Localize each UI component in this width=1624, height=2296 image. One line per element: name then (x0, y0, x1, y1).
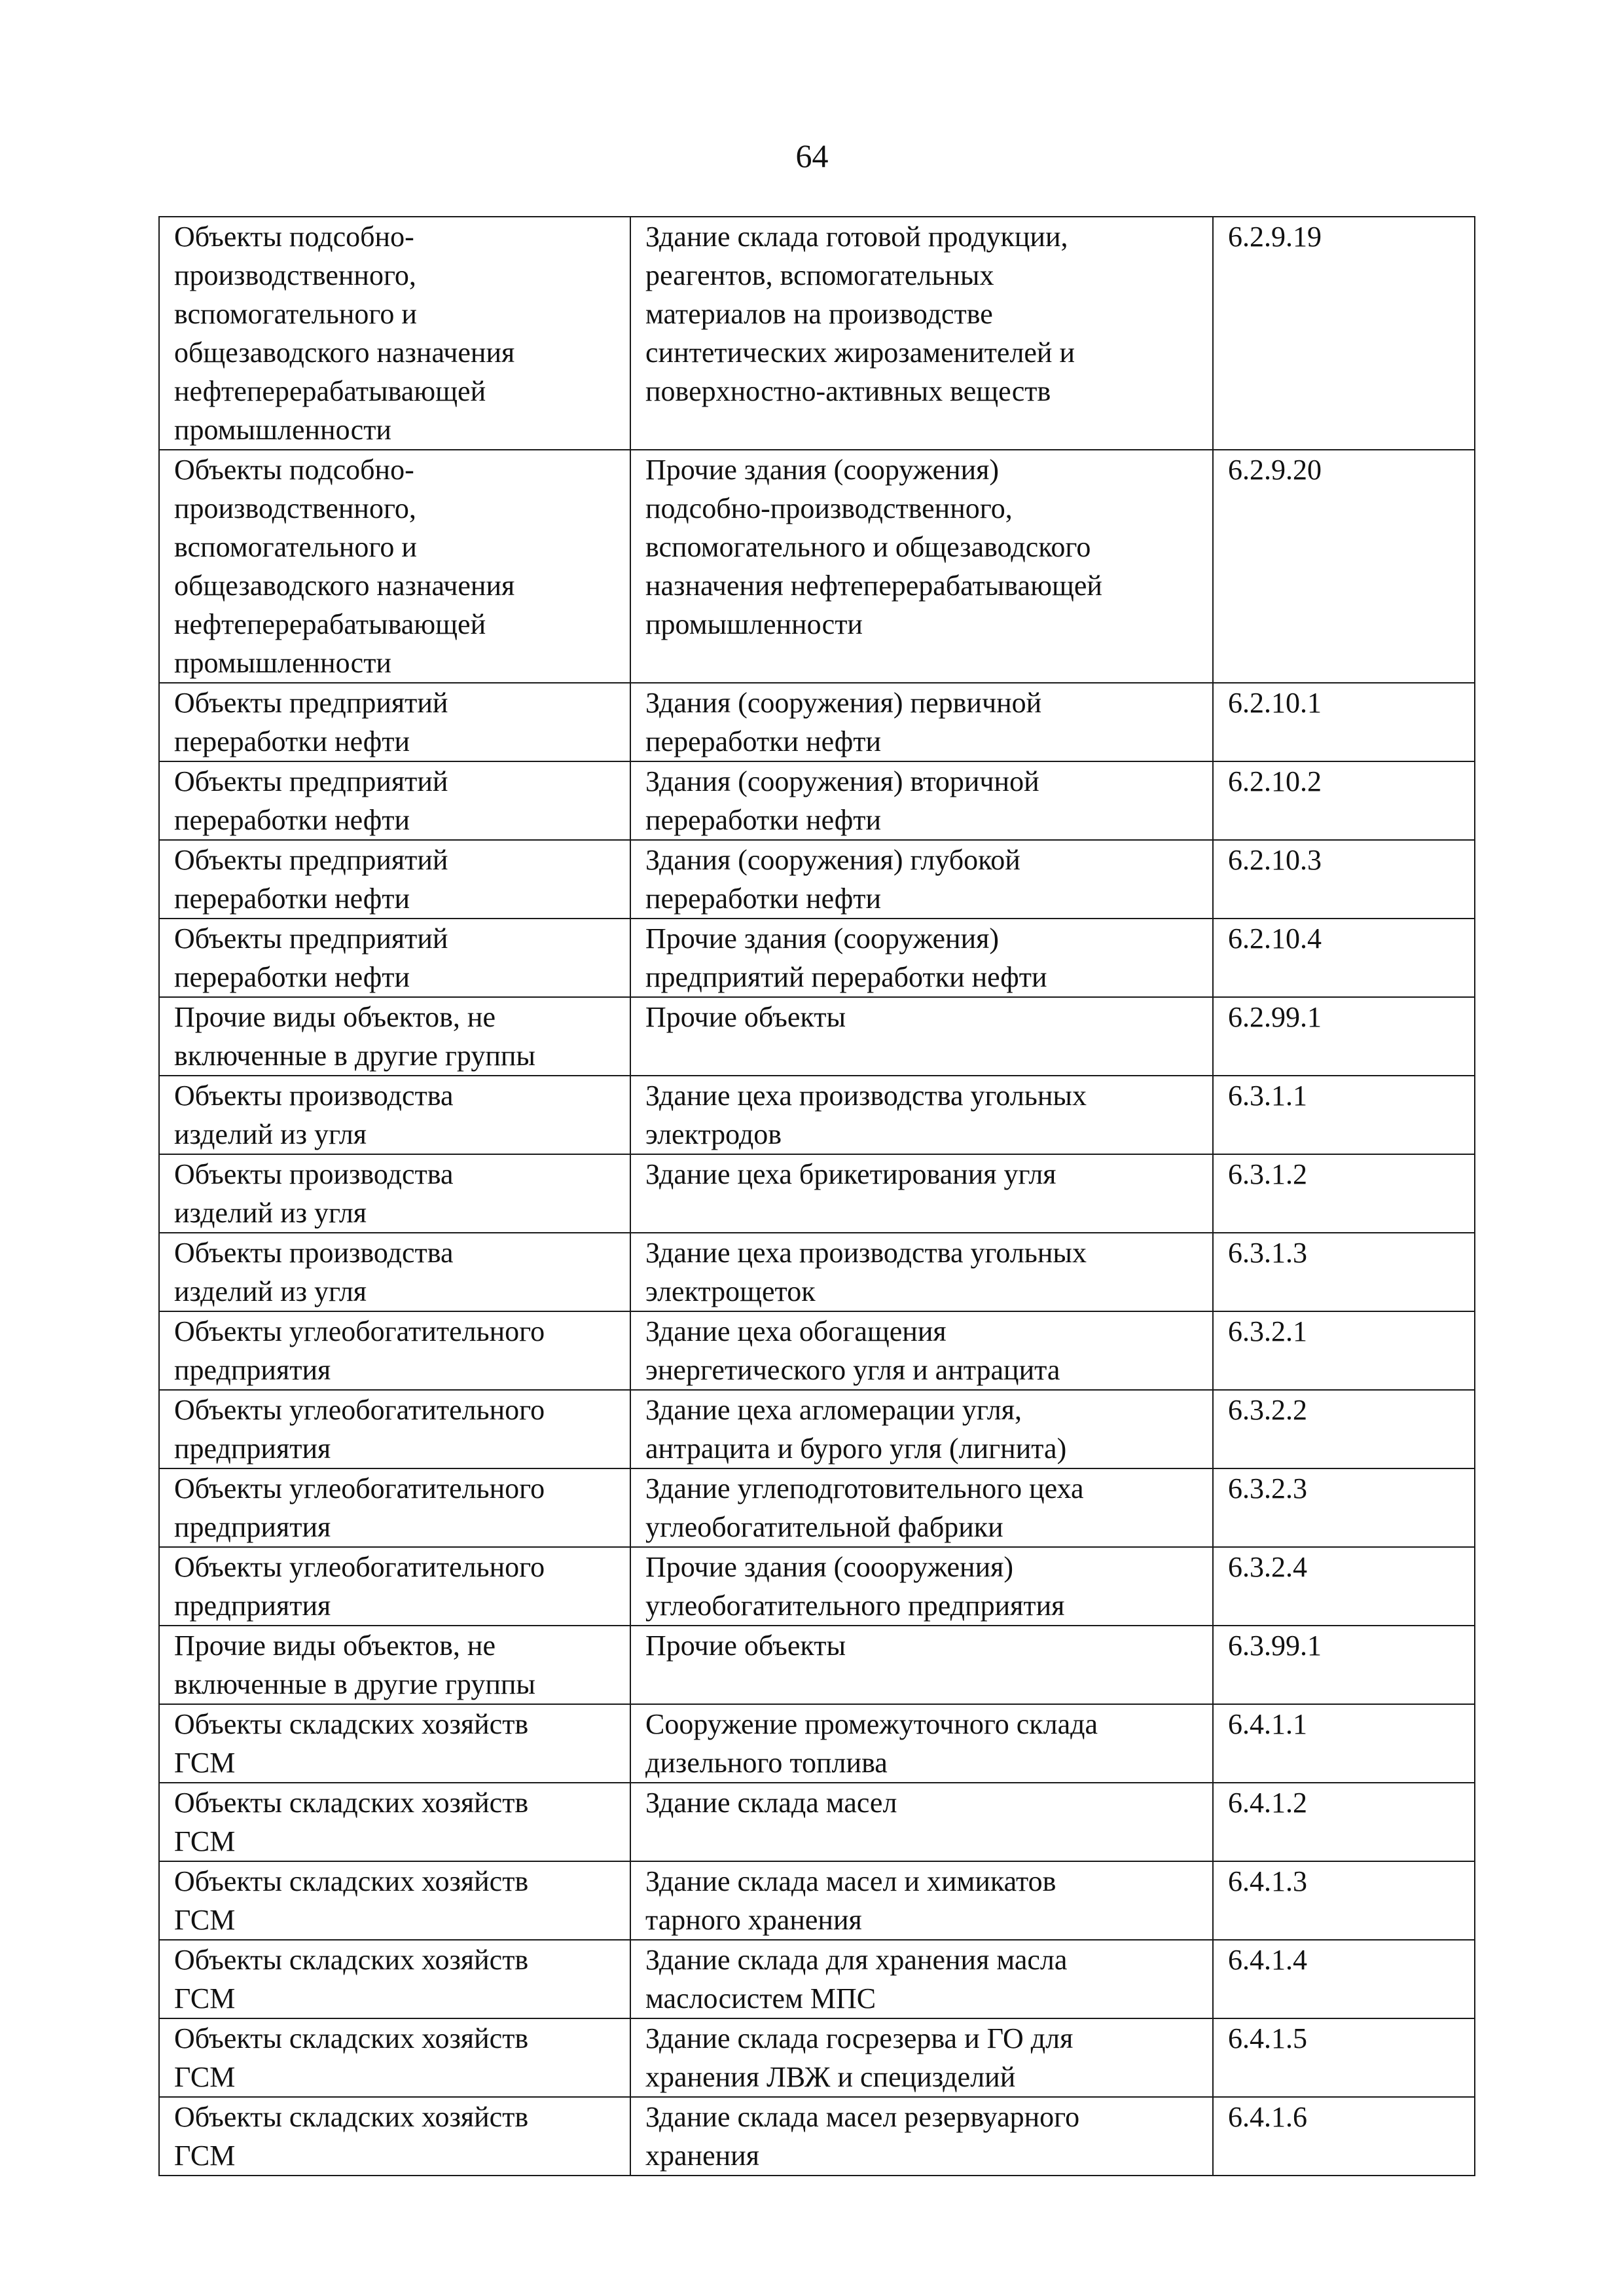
object-group-cell: Объекты предприятий переработки нефти (159, 840, 630, 919)
object-group-cell: Объекты складских хозяйств ГСМ (159, 1940, 630, 2018)
code-cell: 6.4.1.3 (1213, 1861, 1475, 1940)
table-row (159, 2018, 1475, 2097)
object-name-cell: Здание цеха обогащения энергетического угля и антрацита (630, 1311, 1213, 1390)
object-group-cell: Объекты предприятий переработки нефти (159, 761, 630, 840)
object-group-cell: Объекты предприятий переработки нефти (159, 683, 630, 761)
object-name-cell: Здание склада масел резервуарного хранения (630, 2097, 1213, 2176)
object-group-cell: Объекты складских хозяйств ГСМ (159, 1861, 630, 1940)
object-name-cell: Здания (сооружения) глубокой переработки нефти (630, 840, 1213, 919)
code-cell: 6.2.9.20 (1213, 450, 1475, 683)
object-name-cell: Здание склада госрезерва и ГО для хранения ЛВЖ и специзделий (630, 2018, 1213, 2097)
table-row (159, 1940, 1475, 2018)
table-row (159, 2097, 1475, 2176)
code-cell: 6.4.1.6 (1213, 2097, 1475, 2176)
code-cell: 6.3.2.2 (1213, 1390, 1475, 1468)
object-name-cell: Здание цеха производства угольных электрощеток (630, 1233, 1213, 1311)
table-row (159, 1468, 1475, 1547)
object-name-cell: Здание склада для хранения масла маслосистем МПС (630, 1940, 1213, 2018)
classification-table (158, 216, 1475, 2176)
object-name-cell: Здания (сооружения) первичной переработки нефти (630, 683, 1213, 761)
table-row (159, 1861, 1475, 1940)
table-row (159, 1626, 1475, 1704)
code-cell: 6.2.9.19 (1213, 217, 1475, 450)
object-name-cell: Здание цеха брикетирования угля (630, 1154, 1213, 1233)
object-name-cell: Здания (сооружения) вторичной переработки нефти (630, 761, 1213, 840)
object-group-cell: Объекты предприятий переработки нефти (159, 919, 630, 997)
table-row (159, 217, 1475, 450)
table-row (159, 450, 1475, 683)
table-row (159, 1783, 1475, 1861)
table-row (159, 761, 1475, 840)
object-group-cell: Объекты подсобно- производственного, вспомогательного и общезаводского назначения нефтеперерабатывающей промышленности (159, 217, 630, 450)
code-cell: 6.3.2.3 (1213, 1468, 1475, 1547)
code-cell: 6.2.10.1 (1213, 683, 1475, 761)
object-group-cell: Объекты подсобно- производственного, вспомогательного и общезаводского назначения нефтеперерабатывающей промышленности (159, 450, 630, 683)
code-cell: 6.3.1.1 (1213, 1076, 1475, 1154)
object-group-cell: Объекты складских хозяйств ГСМ (159, 2097, 630, 2176)
table-body (159, 217, 1475, 2176)
page-number: 64 (795, 137, 829, 174)
object-group-cell: Объекты производства изделий из угля (159, 1076, 630, 1154)
object-name-cell: Сооружение промежуточного склада дизельного топлива (630, 1704, 1213, 1783)
table-row (159, 1311, 1475, 1390)
table-row (159, 1547, 1475, 1626)
object-group-cell: Объекты производства изделий из угля (159, 1233, 630, 1311)
code-cell: 6.4.1.5 (1213, 2018, 1475, 2097)
code-cell: 6.3.2.4 (1213, 1547, 1475, 1626)
table-row (159, 1704, 1475, 1783)
object-group-cell: Прочие виды объектов, не включенные в другие группы (159, 1626, 630, 1704)
object-name-cell: Прочие здания (соооружения) углеобогатительного предприятия (630, 1547, 1213, 1626)
code-cell: 6.2.99.1 (1213, 997, 1475, 1076)
object-group-cell: Объекты складских хозяйств ГСМ (159, 2018, 630, 2097)
code-cell: 6.3.99.1 (1213, 1626, 1475, 1704)
object-group-cell: Объекты углеобогатительного предприятия (159, 1547, 630, 1626)
object-group-cell: Объекты складских хозяйств ГСМ (159, 1704, 630, 1783)
table-row (159, 1154, 1475, 1233)
code-cell: 6.3.2.1 (1213, 1311, 1475, 1390)
table-row (159, 683, 1475, 761)
object-name-cell: Здание склада масел и химикатов тарного хранения (630, 1861, 1213, 1940)
table-row (159, 997, 1475, 1076)
object-group-cell: Объекты складских хозяйств ГСМ (159, 1783, 630, 1861)
code-cell: 6.2.10.4 (1213, 919, 1475, 997)
object-group-cell: Объекты производства изделий из угля (159, 1154, 630, 1233)
object-name-cell: Здание цеха агломерации угля, антрацита и бурого угля (лигнита) (630, 1390, 1213, 1468)
object-name-cell: Здание склада масел (630, 1783, 1213, 1861)
object-name-cell: Здание углеподготовительного цеха углеобогатительной фабрики (630, 1468, 1213, 1547)
code-cell: 6.2.10.3 (1213, 840, 1475, 919)
object-name-cell: Здание склада готовой продукции, реагентов, вспомогательных материалов на производстве синтетических жирозаменителей и поверхностно-активных веществ (630, 217, 1213, 450)
code-cell: 6.4.1.4 (1213, 1940, 1475, 2018)
code-cell: 6.3.1.3 (1213, 1233, 1475, 1311)
object-name-cell: Прочие здания (сооружения) подсобно-производственного, вспомогательного и общезаводского назначения нефтеперерабатывающей промышленности (630, 450, 1213, 683)
object-name-cell: Здание цеха производства угольных электродов (630, 1076, 1213, 1154)
table-row (159, 919, 1475, 997)
object-group-cell: Объекты углеобогатительного предприятия (159, 1311, 630, 1390)
table-row (159, 840, 1475, 919)
code-cell: 6.4.1.2 (1213, 1783, 1475, 1861)
code-cell: 6.3.1.2 (1213, 1154, 1475, 1233)
object-name-cell: Прочие объекты (630, 1626, 1213, 1704)
table-row (159, 1076, 1475, 1154)
object-group-cell: Прочие виды объектов, не включенные в другие группы (159, 997, 630, 1076)
code-cell: 6.2.10.2 (1213, 761, 1475, 840)
object-name-cell: Прочие здания (сооружения) предприятий переработки нефти (630, 919, 1213, 997)
code-cell: 6.4.1.1 (1213, 1704, 1475, 1783)
object-group-cell: Объекты углеобогатительного предприятия (159, 1468, 630, 1547)
table-row (159, 1390, 1475, 1468)
table-row (159, 1233, 1475, 1311)
object-name-cell: Прочие объекты (630, 997, 1213, 1076)
object-group-cell: Объекты углеобогатительного предприятия (159, 1390, 630, 1468)
